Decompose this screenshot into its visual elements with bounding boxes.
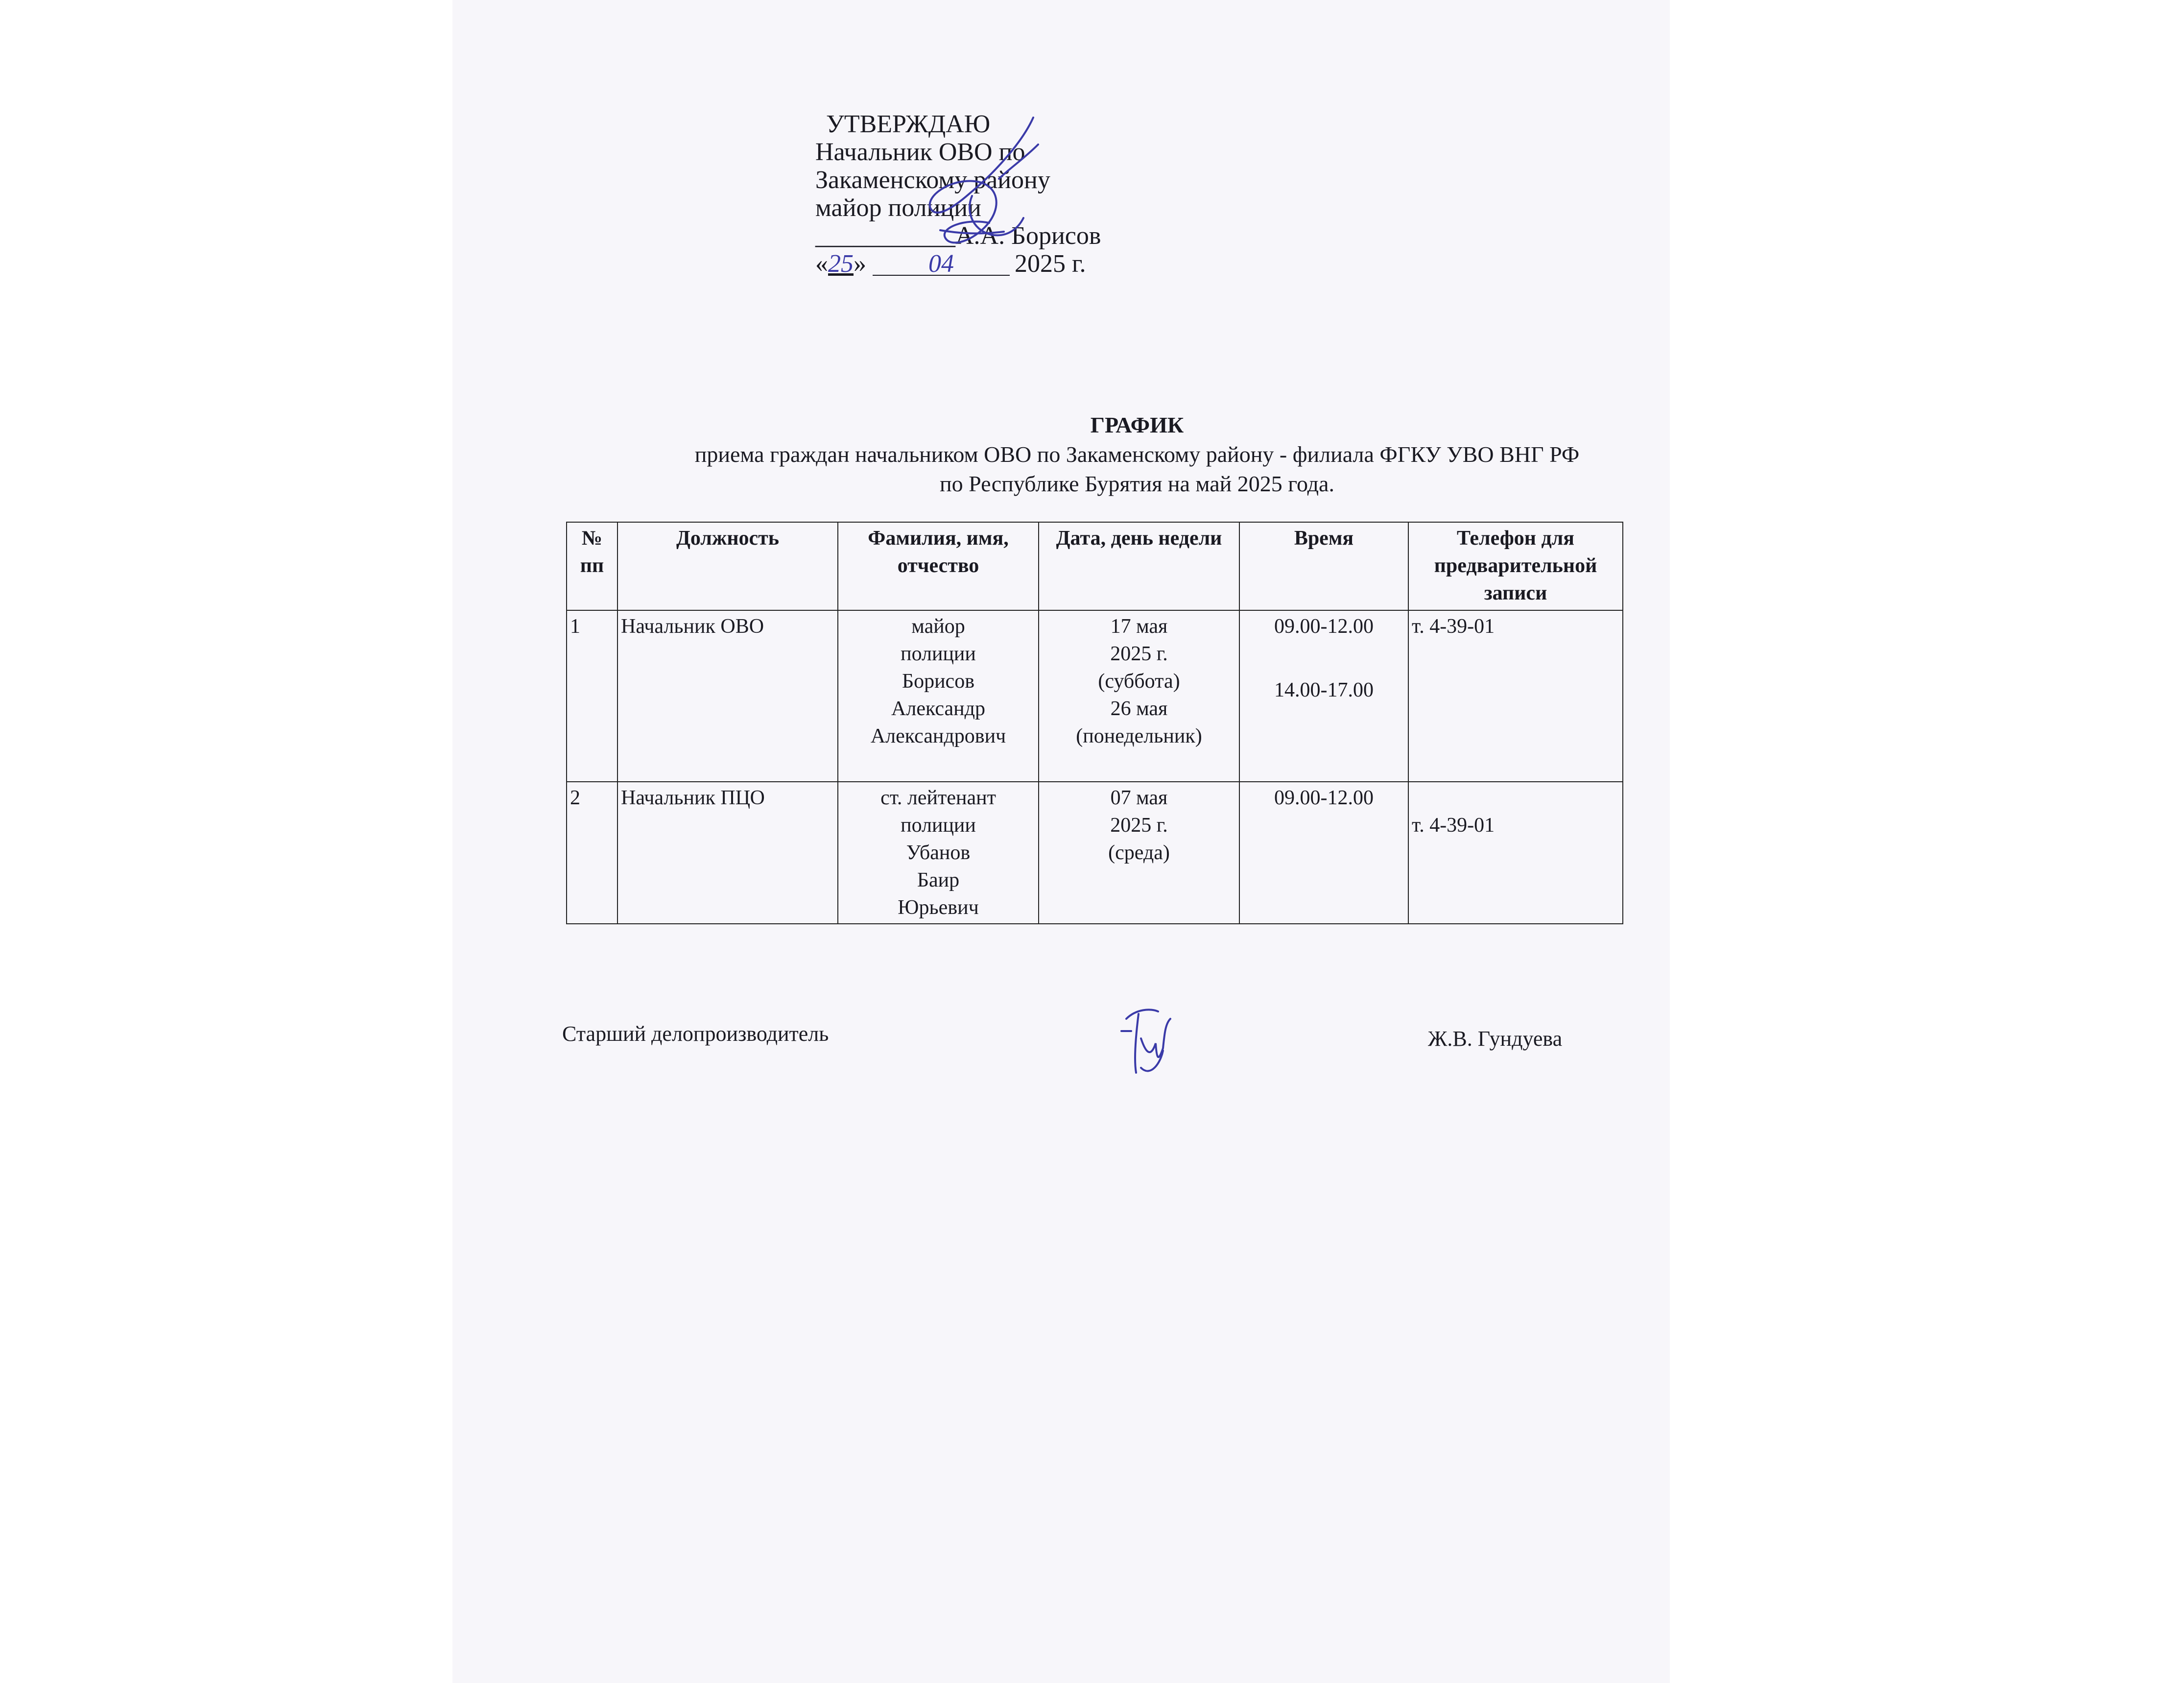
footer-name: Ж.В. Гундуева	[1428, 1027, 1563, 1051]
time-slot: 09.00-12.00	[1274, 787, 1374, 809]
row-time	[1239, 610, 1408, 782]
approval-heading: УТВЕРЖДАЮ	[826, 110, 991, 138]
approval-date-month: 04	[873, 253, 1010, 276]
date-line: 2025 г.	[1110, 814, 1168, 837]
name-line: Борисов	[902, 670, 975, 693]
schedule-table	[566, 522, 1623, 924]
header-phone: Телефон для предварительной записи	[1408, 522, 1623, 610]
date-line: (среда)	[1108, 842, 1170, 864]
header-time: Время	[1239, 522, 1408, 610]
name-line: Убанов	[906, 842, 971, 864]
time-slot: 09.00-12.00	[1274, 615, 1374, 638]
approval-position: Начальник ОВО по	[815, 138, 1025, 166]
approval-date-year: 2025 г.	[1015, 250, 1086, 278]
table-row	[567, 782, 1623, 924]
row-full-name	[838, 610, 1039, 782]
row-position: Начальник ОВО	[617, 610, 838, 782]
title-heading: ГРАФИК	[1090, 412, 1184, 437]
header-full-name: Фамилия, имя, отчество	[838, 522, 1039, 610]
name-line: ст. лейтенант	[880, 787, 996, 809]
row-number: 1	[567, 610, 617, 782]
row-date	[1039, 782, 1239, 924]
name-line: полиции	[901, 643, 976, 665]
date-line: 17 мая	[1110, 615, 1168, 638]
row-number: 2	[567, 782, 617, 924]
row-phone	[1408, 782, 1623, 924]
header-date: Дата, день недели	[1039, 522, 1239, 610]
approval-signature	[877, 110, 1082, 272]
table-header-row	[567, 522, 1623, 610]
footer-role: Старший делопроизводитель	[562, 1022, 829, 1046]
name-line: майор	[911, 615, 965, 638]
approval-rank: майор полиции	[815, 194, 981, 222]
time-slot: 14.00-17.00	[1274, 679, 1374, 701]
date-line: (суббота)	[1098, 670, 1180, 693]
approval-district: Закаменскому району	[815, 166, 1050, 194]
date-line: 26 мая	[1110, 697, 1168, 720]
name-line: Юрьевич	[898, 896, 979, 919]
footer-signature	[1112, 1004, 1180, 1082]
date-line: 2025 г.	[1110, 643, 1168, 665]
table-row	[567, 610, 1623, 782]
document-title	[452, 410, 1670, 499]
approval-date-mid: »	[854, 250, 873, 278]
row-date	[1039, 610, 1239, 782]
approval-date-open: «	[815, 250, 828, 278]
phone-value: т. 4-39-01	[1412, 814, 1495, 837]
name-line: Баир	[917, 869, 960, 891]
date-line: 07 мая	[1110, 787, 1168, 809]
name-line: Александрович	[870, 725, 1006, 747]
row-position: Начальник ПЦО	[617, 782, 838, 924]
row-full-name	[838, 782, 1039, 924]
header-number: № пп	[567, 522, 617, 610]
title-subtitle-line1: приема граждан начальником ОВО по Закаменскому району - филиала ФГКУ УВО ВНГ РФ	[694, 442, 1580, 467]
title-subtitle-line2: по Республике Бурятия на май 2025 года.	[940, 471, 1334, 496]
name-line: полиции	[901, 814, 976, 837]
date-line: (понедельник)	[1076, 725, 1202, 747]
approval-signature-line: ___________А.А. Борисов	[815, 222, 1101, 250]
approval-date-day: 25	[828, 250, 854, 278]
header-position: Должность	[617, 522, 838, 610]
row-time	[1239, 782, 1408, 924]
row-phone: т. 4-39-01	[1408, 610, 1623, 782]
name-line: Александр	[891, 697, 985, 720]
